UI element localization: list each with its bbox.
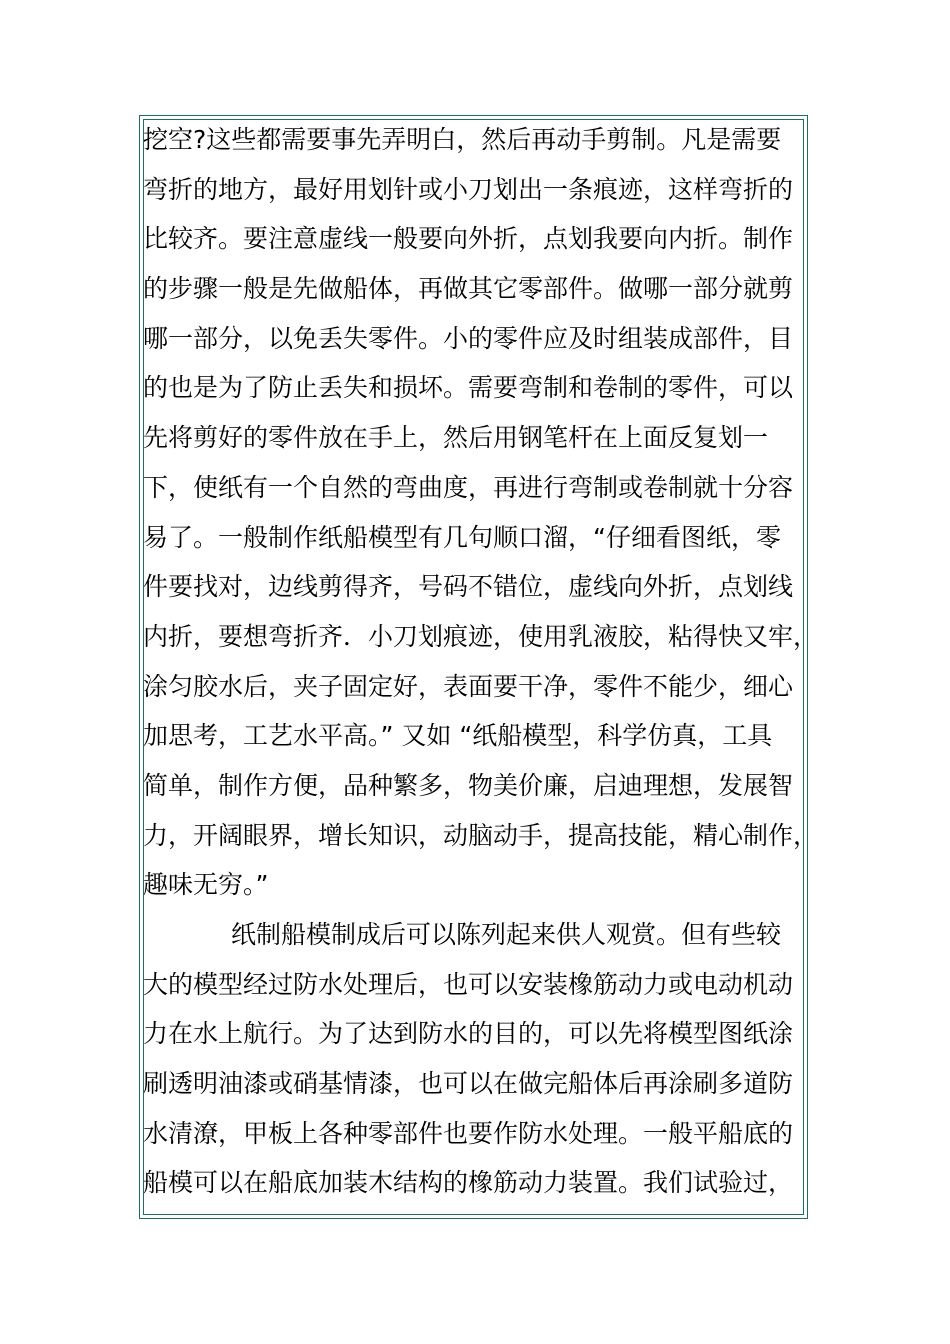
text-line: 内折，要想弯折齐．小刀划痕迹，使用乳液胶，粘得快又牢， — [143, 621, 819, 651]
text-line: 趣味无穷。” — [143, 870, 269, 900]
text-line: 简单，制作方便，品种繁多，物美价廉，启迪理想，发展智 — [143, 770, 794, 800]
text-line: 刷透明油漆或硝基情漆，也可以在做完船体后再涂刷多道防 — [143, 1069, 794, 1099]
text-line: 易了。一般制作纸船模型有几句顺口溜，“仔细看图纸，零 — [143, 522, 781, 552]
text-line: 大的模型经过防水处理后，也可以安装橡筋动力或电动机动 — [143, 969, 794, 999]
text-line: 船模可以在船底加装木结构的橡筋动力装置。我们试验过， — [143, 1168, 794, 1198]
text-line: 件要找对，边线剪得齐，号码不错位，虚线向外折，点划线 — [143, 572, 794, 602]
paragraph-2 — [143, 910, 811, 1208]
text-line: 的也是为了防止丢失和损坏。需要弯制和卷制的零件，可以 — [143, 373, 794, 403]
text-line: 的步骤一般是先做船体，再做其它零部件。做哪一部分就剪 — [143, 274, 794, 304]
text-line: 哪一部分，以免丢失零件。小的零件应及时组装成部件，目 — [143, 323, 794, 353]
text-line: 涂匀胶水后，夹子固定好，表面要干净，零件不能少，细心 — [143, 671, 794, 701]
text-line: 比较齐。要注意虚线一般要向外折，点划我要向内折。制作 — [143, 224, 794, 254]
paragraph-1 — [143, 115, 819, 910]
text-line: 加思考，工艺水平高。” 又如 “纸船模型，科学仿真，工具 — [143, 721, 773, 751]
document-body — [143, 115, 819, 1208]
text-line: 力，开阔眼界，增长知识，动脑动手，提高技能，精心制作， — [143, 820, 819, 850]
text-line: 弯折的地方，最好用划针或小刀划出一条痕迹，这样弯折的 — [143, 174, 794, 204]
text-line: 下，使纸有一个自然的弯曲度，再进行弯制或卷制就十分容 — [143, 472, 794, 502]
text-line: 先将剪好的零件放在手上，然后用钢笔杆在上面反复划一 — [143, 423, 769, 453]
text-line: 纸制船模制成后可以陈列起来供人观赏。但有些较 — [231, 920, 782, 949]
text-line: 水清潦，甲板上各种零部件也要作防水处理。一般平船底的 — [143, 1118, 794, 1148]
text-line: 挖空?这些都需要事先弄明白，然后再动手剪制。凡是需要 — [143, 125, 782, 154]
text-line: 力在水上航行。为了达到防水的目的，可以先将模型图纸涂 — [143, 1019, 794, 1049]
